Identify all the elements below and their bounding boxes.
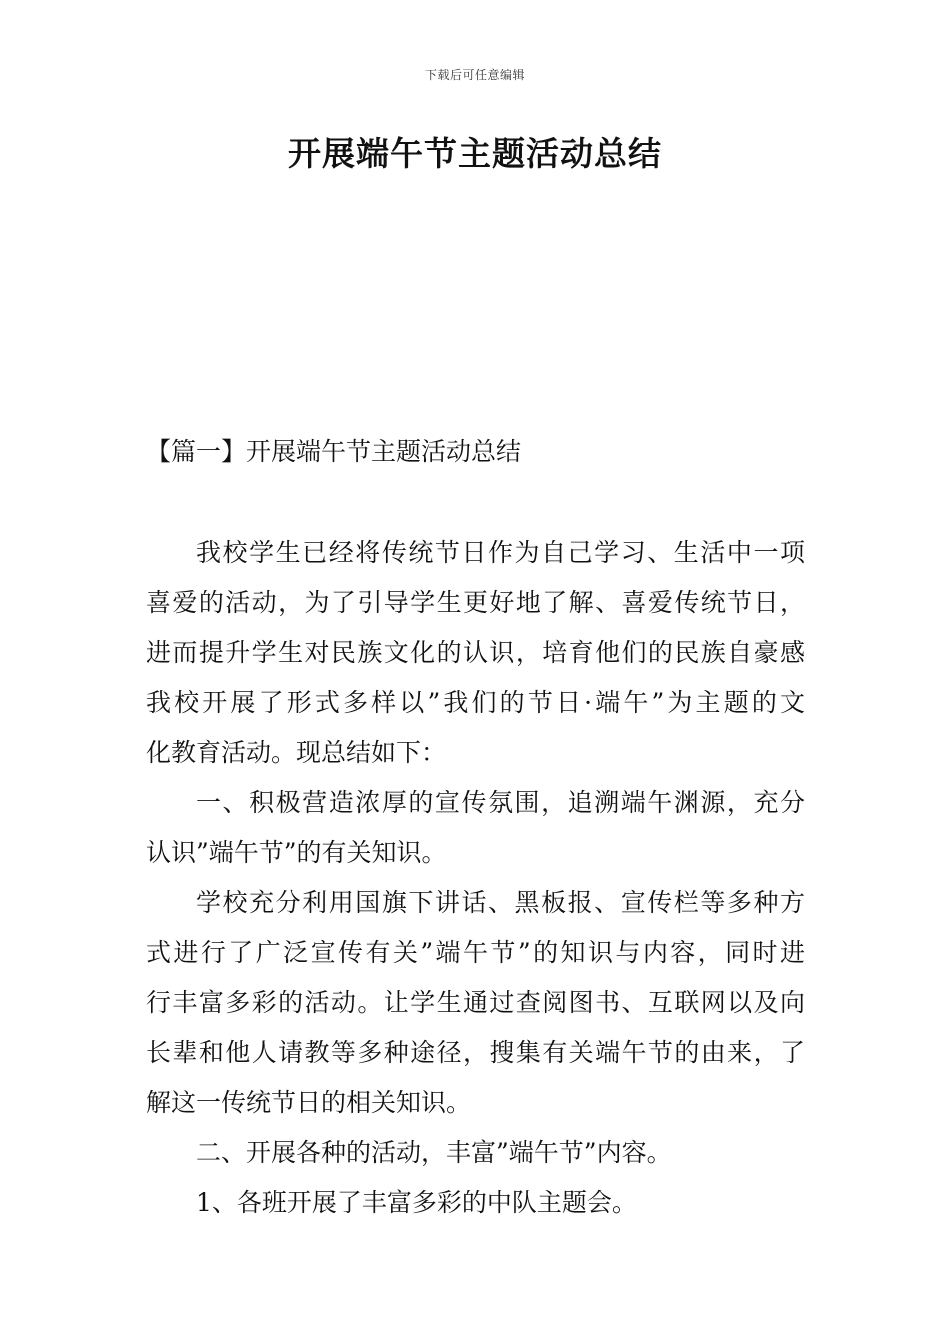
paragraph-line: 二、开展各种的活动，丰富”端午节”内容。 (196, 1138, 672, 1167)
paragraph-line: 行丰富多彩的活动。让学生通过查阅图书、互联网以及向 (146, 988, 805, 1017)
paragraph-line: 我校开展了形式多样以”我们的节日·端午”为主题的文 (146, 688, 805, 717)
paragraph-line: 喜爱的活动，为了引导学生更好地了解、喜爱传统节日， (146, 588, 805, 617)
header-note: 下载后可任意编辑 (424, 68, 525, 82)
paragraph-line: 认识”端午节”的有关知识。 (146, 838, 447, 867)
paragraph-line: 化教育活动。现总结如下： (146, 738, 447, 767)
paragraph-line: 1、各班开展了丰富多彩的中队主题会。 (196, 1188, 637, 1217)
paragraph-line: 式进行了广泛宣传有关”端午节”的知识与内容，同时进 (146, 938, 805, 967)
section-heading: 【篇一】开展端午节主题活动总结 (146, 437, 522, 466)
paragraph-line: 解这一传统节日的相关知识。 (146, 1088, 472, 1117)
document-title: 开展端午节主题活动总结 (288, 134, 662, 173)
paragraph-line: 一、积极营造浓厚的宣传氛围，追溯端午渊源，充分 (196, 788, 805, 817)
paragraph-line: 我校学生已经将传统节日作为自己学习、生活中一项 (196, 538, 805, 567)
paragraph-line: 学校充分利用国旗下讲话、黑板报、宣传栏等多种方 (196, 888, 805, 917)
paragraph-line: 进而提升学生对民族文化的认识，培育他们的民族自豪感 (146, 638, 805, 667)
paragraph-line: 长辈和他人请教等多种途径，搜集有关端午节的由来，了 (146, 1038, 805, 1067)
